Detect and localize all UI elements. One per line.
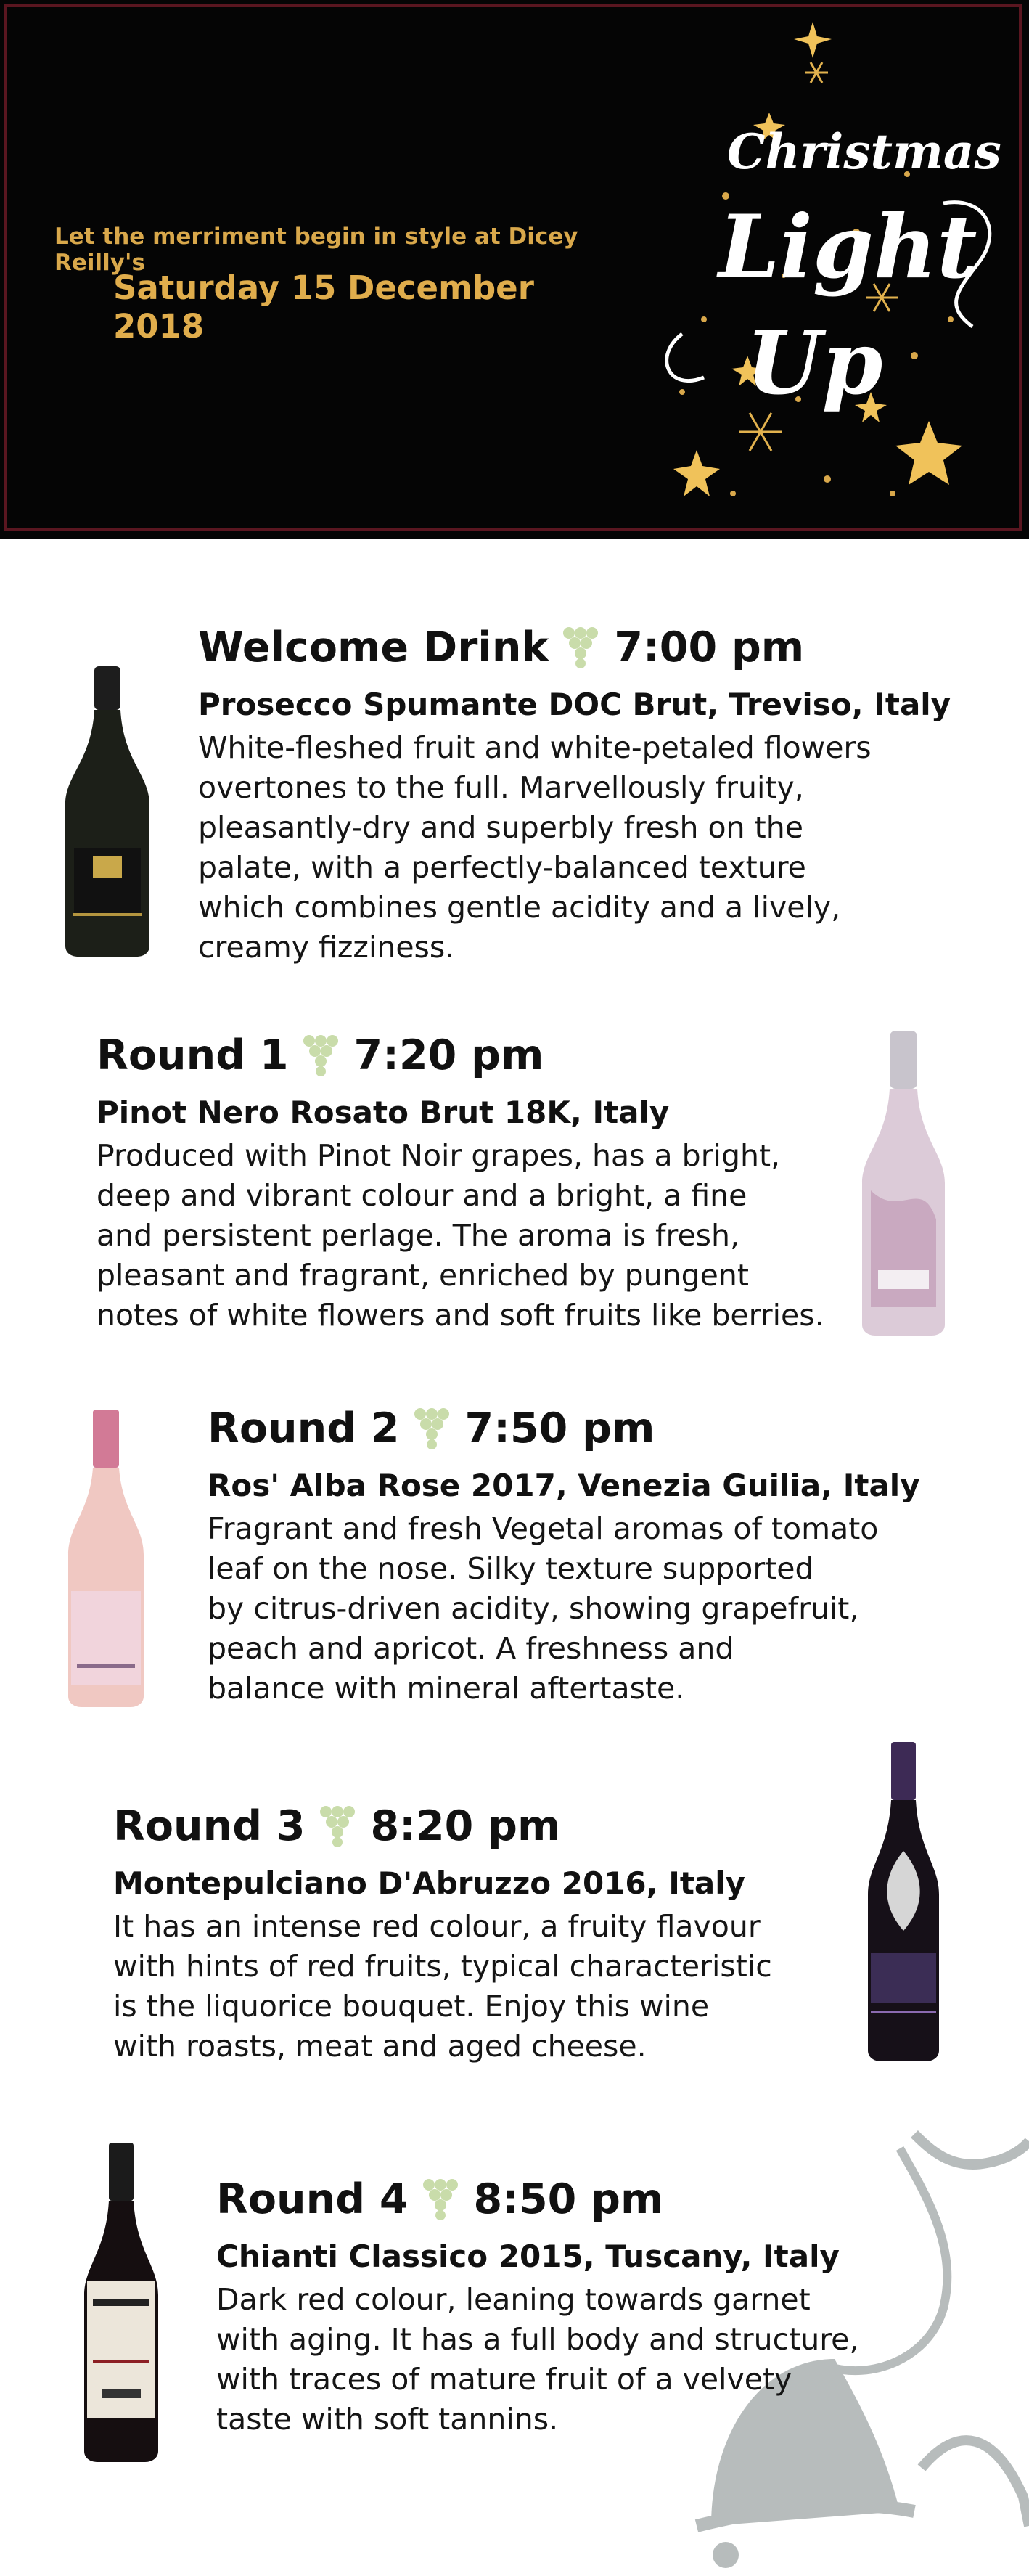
round-time: 8:50 pm: [473, 2175, 664, 2223]
title-word-up: Up: [746, 312, 883, 414]
round-label: Round 2: [208, 1404, 400, 1452]
round-time: 7:20 pm: [353, 1031, 544, 1079]
wine-name: Ros' Alba Rose 2017, Venezia Guilia, Italy: [208, 1468, 920, 1503]
round-label: Welcome Drink: [198, 623, 549, 671]
prosecco-bottle-image: [58, 666, 156, 957]
wine-description: White-fleshed fruit and white-petaled flowers overtones to the full. Marvellously fruity, pleasantly-dry and superbly fresh on the palate, with a perfectly-balanced texture which combines gentle acidity and a lively, creamy fizziness.: [198, 730, 872, 965]
round-1: [97, 1026, 824, 1336]
rose-brut-bottle-image: [856, 1031, 951, 1336]
wine-name: Prosecco Spumante DOC Brut, Treviso, Italy: [198, 687, 951, 722]
round-heading: [97, 1026, 824, 1084]
grape-icon: [420, 2178, 461, 2221]
round-label: Round 3: [113, 1802, 306, 1850]
title-word-christmas: Christmas: [727, 123, 1001, 180]
wine-description: Fragrant and fresh Vegetal aromas of tomato leaf on the nose. Silky texture supported by citrus-driven acidity, showing grapefruit, peach and apricot. A freshness and balance with mineral aftertaste.: [208, 1511, 879, 1706]
grape-icon: [317, 1804, 358, 1848]
round-heading: [216, 2170, 858, 2228]
round-time: 7:50 pm: [464, 1404, 655, 1452]
wine-name: Pinot Nero Rosato Brut 18K, Italy: [97, 1095, 670, 1130]
round-welcome: [198, 618, 951, 968]
event-date: Saturday 15 December 2018: [113, 269, 534, 345]
round-4: [216, 2170, 858, 2440]
title-word-light: Light: [718, 196, 977, 298]
round-label: Round 1: [97, 1031, 289, 1079]
wine-name: Montepulciano D'Abruzzo 2016, Italy: [113, 1865, 746, 1901]
wine-description: It has an intense red colour, a fruity flavour with hints of red fruits, typical characteristic is the liquorice bouquet. Enjoy this wine with roasts, meat and aged cheese.: [113, 1909, 772, 2064]
round-3: [113, 1797, 772, 2066]
wine-description: Produced with Pinot Noir grapes, has a bright, deep and vibrant colour and a bright, a fine and persistent perlage. The aroma is fresh, pleasant and fragrant, enriched by pungent notes of white flowers and soft fruits like berries.: [97, 1138, 824, 1333]
round-heading: [198, 618, 951, 676]
star-icon: [895, 421, 962, 485]
round-heading: [113, 1797, 772, 1855]
round-2: [208, 1399, 920, 1709]
grape-icon: [411, 1407, 452, 1450]
grape-icon: [560, 626, 601, 669]
chianti-bottle-image: [80, 2143, 163, 2462]
snowflake-icon: [805, 62, 828, 83]
round-heading: [208, 1399, 920, 1457]
round-time: 7:00 pm: [614, 623, 805, 671]
ros-alba-bottle-image: [62, 1410, 149, 1707]
snowflake-icon: [739, 413, 782, 451]
star-icon: [673, 450, 720, 496]
wine-name: Chianti Classico 2015, Tuscany, Italy: [216, 2238, 840, 2274]
round-time: 8:20 pm: [370, 1802, 561, 1850]
event-tagline: Let the merriment begin in style at Dicey Reilly's: [54, 224, 578, 276]
wine-description: Dark red colour, leaning towards garnet with aging. It has a full body and structure, with traces of mature fruit of a velvety taste with soft tannins.: [216, 2282, 859, 2437]
montepulciano-bottle-image: [864, 1742, 943, 2061]
grape-icon: [300, 1034, 341, 1077]
star-icon: [794, 22, 832, 58]
round-label: Round 4: [216, 2175, 409, 2223]
